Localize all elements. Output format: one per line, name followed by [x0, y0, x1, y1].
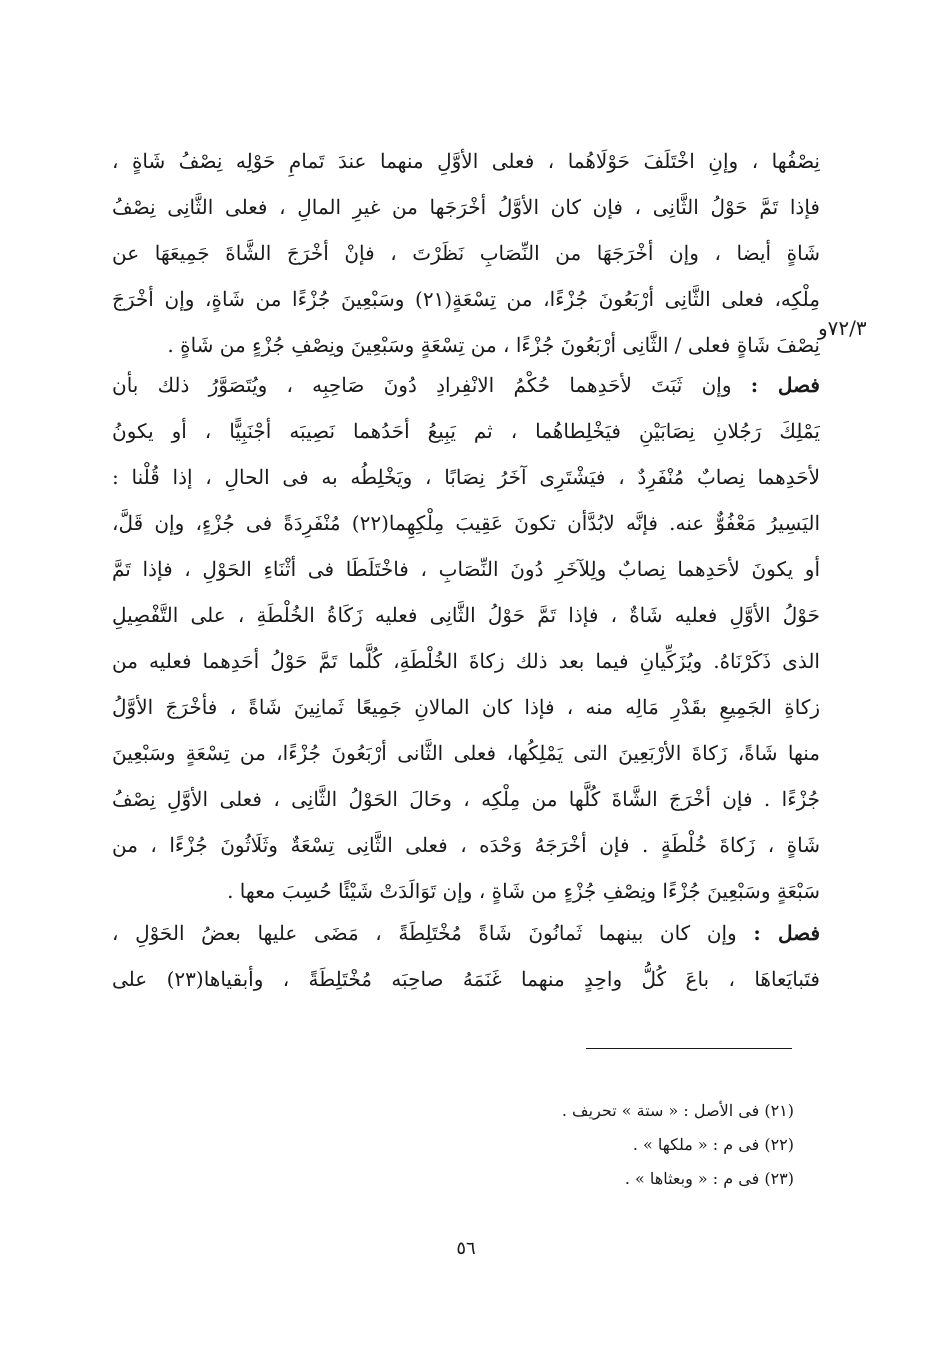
text-line: زكاةِ الجَمِيعِ بقَدْرِ مَالِه منه ، فإذا كان المالانِ جَمِيعًا ثَمانِينَ شَاةً ، فأخْرَجَ الأوَّلُ	[112, 695, 820, 719]
page-number: ٥٦	[456, 1238, 476, 1259]
text-line-body: وإن ثَبَتَ لأحَدِهما حُكْمُ الانْفِرادِ دُونَ صَاحِبِه ، ويُتَصَوَّرُ ذلك بأن	[112, 373, 732, 397]
text-line: شَاةٍ أيضا ، وإن أخْرَجَهَا من النِّصَابِ نَظَرْتَ ، فإنْ أخْرَجَ الشَّاةَ جَمِيعَهَا عن	[112, 241, 820, 265]
text-line	[112, 362, 820, 408]
footnotes	[394, 1094, 794, 1196]
paragraph-1	[112, 138, 820, 368]
section-heading: فصل :	[750, 373, 820, 397]
text-line: نِصْفَ شَاةٍ فعلى / الثَّانِى أرْبَعُونَ جُزْءًا ، من تِسْعَةٍ وسَبْعِينَ ونِصْفِ جُزْءٍ من شَاةٍ .	[167, 333, 820, 357]
paragraph-2	[112, 362, 820, 914]
text-line	[112, 910, 820, 956]
text-line: لأحَدِهما نِصابٌ مُنْفَرِدٌ ، فيَشْتَرِى آخَرُ نِصَابًا ، ويَخْلِطُه به فى الحالِ ، إذا قُلْنا :	[112, 465, 820, 489]
text-line-body: وإن كان بينهما ثَمانُونَ شَاةً مُخْتَلِطَةً ، مَضَى عليها بعضُ الحَوْلِ ،	[112, 921, 737, 945]
marginal-folio-note: ٧٢/٣و	[818, 316, 867, 340]
text-line: شَاةٍ ، زَكاةَ خُلْطَةٍ . فإن أخْرَجَهُ وَحْدَه ، فعلى الثَّانِى تِسْعَةٌ وثَلَاثُونَ جُزْءًا ، من	[112, 833, 820, 857]
footnote: (٢٢) فى م : « ملكها » .	[632, 1135, 794, 1154]
footnote-divider	[586, 1048, 792, 1049]
section-heading: فصل :	[753, 921, 820, 945]
text-line: حَوْلُ الأوَّلِ فعليه شَاةٌ ، فإذا تَمَّ حَوْلُ الثَّانِى فعليه زَكَاةُ الخُلْطَةِ ، على التَّفْصِيلِ	[112, 603, 820, 627]
footnote: (٢١) فى الأصل : « ستة » تحريف .	[561, 1101, 794, 1120]
text-line: يَمْلِكَ رَجُلانِ نِصَابَيْنِ فيَخْلِطاهُما ، ثم يَبِيعُ أحَدُهما نَصِيبَه أجْنَبِيًّا ، أو يكونُ	[112, 419, 820, 443]
text-line: الذى ذَكَرْنَاهُ. ويُزَكِّيانِ فيما بعد ذلك زكاةَ الخُلْطَةِ، كُلَّما تَمَّ حَوْلُ أحَدِهما فعليه من	[112, 649, 820, 673]
text-line: منها شَاةً، زَكاةَ الأرْبَعِينَ التى يَمْلِكُها، فعلى الثَّانى أرْبَعُونَ جُزْءًا، من تِسْعَةٍ وسَبْعِينَ	[112, 741, 820, 765]
text-line: جُزْءًا . فإن أخْرَجَ الشَّاةَ كُلَّها من مِلْكِه ، وحَالَ الحَوْلُ الثَّانِى ، فعلى الأوَّلِ نِصْفُ	[112, 787, 820, 811]
footnote: (٢٣) فى م : « وبعثاها » .	[624, 1169, 794, 1188]
text-line: نِصْفُها ، وإنِ اخْتَلَفَ حَوْلَاهُما ، فعلى الأوَّلِ منهما عندَ تَمامِ حَوْلِه نِصْفُ شَاةٍ ،	[112, 149, 820, 173]
text-line: اليَسِيرُ مَعْفُوٌّ عنه. فإنَّه لابُدَّأن تكونَ عَقِيبَ مِلْكِهِما(٢٢) مُنْفَرِدَةً فى جُزْءٍ، وإن قَلَّ،	[112, 511, 820, 535]
text-line: أو يكونَ لأحَدِهما نِصابٌ ولِلآخَرِ دُونَ النِّصَابِ ، فاخْتَلَطَا فى أثْنَاءِ الحَوْلِ ، فإذا تَمَّ	[112, 557, 820, 581]
paragraph-3	[112, 910, 820, 1002]
text-line: سَبْعَةٍ وسَبْعِينَ جُزْءًا ونِصْفِ جُزْءٍ من شَاةٍ ، وإن تَوَالَدَتْ شَيْئًا حُسِبَ معها .	[227, 879, 820, 903]
text-line: فإذا تَمَّ حَوْلُ الثَّانِى ، فإن كان الأوَّلُ أخْرَجَها من غيرِ المالِ ، فعلى الثَّانِى نِصْفُ	[112, 195, 820, 219]
text-line: فتَبايَعاهَا ، باعَ كُلُّ واحِدٍ منهما غَنَمَهُ صاحِبَه مُخْتَلِطَةً ، وأبقياها(٢٣) على	[112, 967, 820, 991]
text-line: مِلْكِه، فعلى الثَّانِى أرْبَعُونَ جُزْءًا، من تِسْعَةٍ(٢١) وسَبْعِينَ جُزْءًا من شَاةٍ، وإن أخْرَجَ	[112, 287, 820, 311]
